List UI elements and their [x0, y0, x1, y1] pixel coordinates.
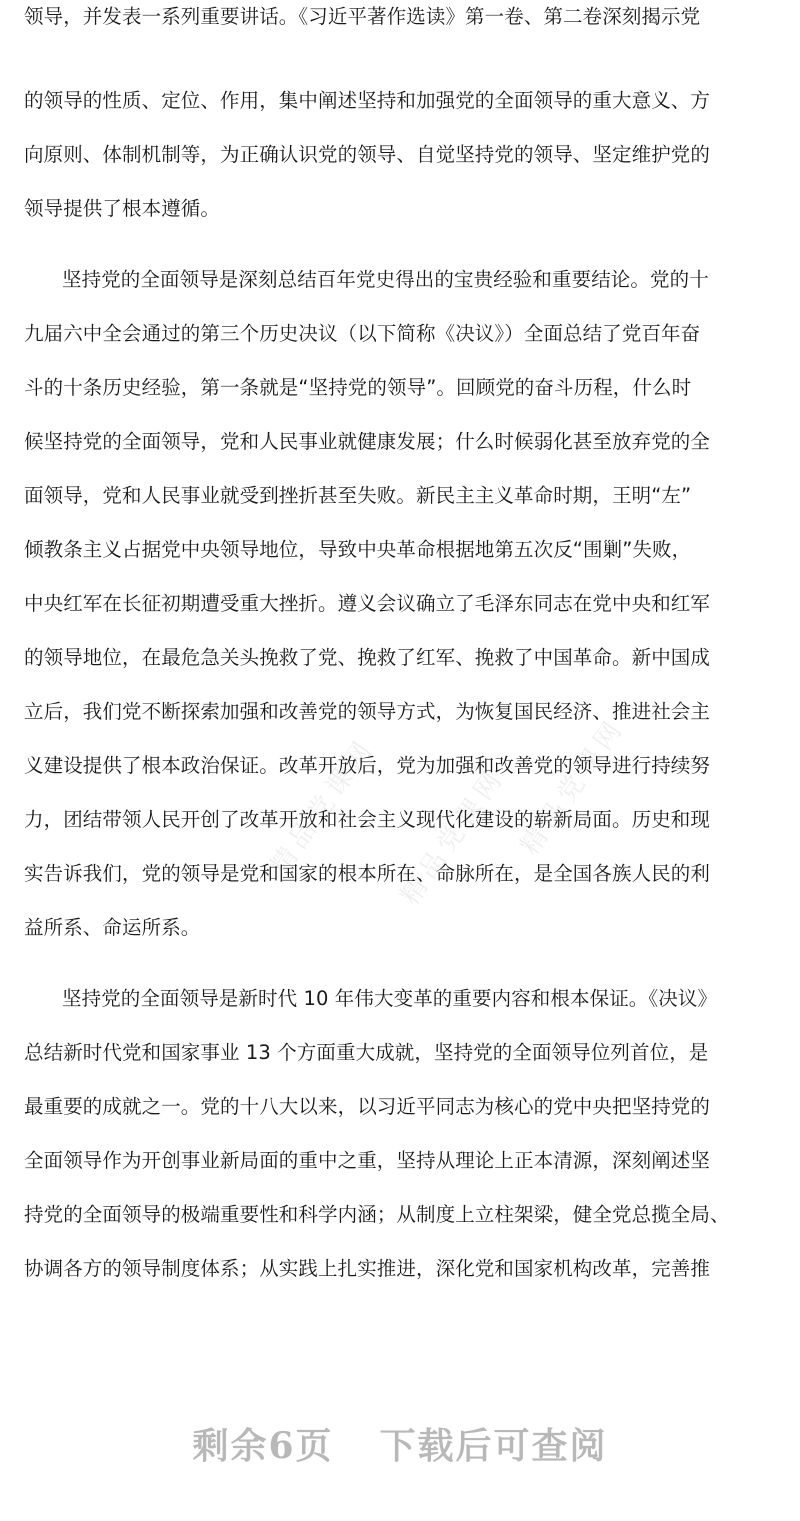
text-line-8: 候坚持党的全面领导，党和人民事业就健康发展；什么时候弱化甚至放弃党的全: [24, 430, 711, 453]
text-line-21: 全面领导作为开创事业新局面的重中之重，坚持从理论上正本清源，深刻阐述坚: [24, 1149, 711, 1172]
text-line-1: 领导，并发表一系列重要讲话。《习近平著作选读》第一卷、第二卷深刻揭示党: [24, 5, 701, 28]
text-line-16: 实告诉我们，党的领导是党和国家的根本所在、命脉所在，是全国各族人民的利: [24, 862, 711, 885]
text-line-3: 向原则、体制机制等，为正确认识党的领导、自觉坚持党的领导、坚定维护党的: [24, 143, 711, 166]
text-line-2: 的领导的性质、定位、作用，集中阐述坚持和加强党的全面领导的重大意义、方: [24, 89, 711, 112]
text-line-4: 领导提供了根本遵循。: [24, 197, 221, 220]
text-line-23: 协调各方的领导制度体系；从实践上扎实推进，深化党和国家机构改革，完善推: [24, 1257, 711, 1280]
text-line-6: 九届六中全会通过的第三个历史决议（以下简称《决议》）全面总结了党百年奋: [24, 322, 701, 345]
text-line-22: 持党的全面领导的极端重要性和科学内涵；从制度上立柱架梁，健全党总揽全局、: [24, 1203, 730, 1226]
watermark-text: 精品党课网: [264, 732, 382, 881]
text-line-13: 立后，我们党不断探索加强和改善党的领导方式，为恢复国民经济、推进社会主: [24, 700, 711, 723]
text-line-17: 益所系、命运所系。: [24, 916, 201, 939]
paragraph-start-line: 坚持党的全面领导是深刻总结百年党史得出的宝贵经验和重要结论。党的十: [62, 268, 709, 291]
download-prompt[interactable]: [0, 1418, 800, 1474]
text-line-19: 总结新时代党和国家事业 13 个方面重大成就，坚持党的全面领导位列首位，是: [24, 1041, 709, 1064]
watermark-text: 精品党课网: [514, 712, 632, 861]
text-line-9: 面领导，党和人民事业就受到挫折甚至失败。新民主主义革命时期，王明“左”: [24, 484, 692, 507]
text-line-12: 的领导地位，在最危急关头挽救了党、挽救了红军、挽救了中国革命。新中国成: [24, 646, 711, 669]
text-line-20: 最重要的成就之一。党的十八大以来，以习近平同志为核心的党中央把坚持党的: [24, 1095, 711, 1118]
text-line-7: 斗的十条历史经验，第一条就是“坚持党的领导”。回顾党的奋斗历程，什么时: [24, 376, 692, 399]
text-line-11: 中央红军在长征初期遭受重大挫折。遵义会议确立了毛泽东同志在党中央和红军: [24, 592, 711, 615]
text-line-14: 义建设提供了根本政治保证。改革开放后，党为加强和改善党的领导进行持续努: [24, 754, 711, 777]
text-line-10: 倾教条主义占据党中央领导地位，导致中央革命根据地第五次反“围剿”失败，: [24, 538, 692, 561]
watermark-text: 精品党课网: [394, 762, 512, 911]
download-hint-label: 下载后可查阅: [379, 1425, 608, 1467]
text-line-15: 力，团结带领人民开创了改革开放和社会主义现代化建设的崭新局面。历史和现: [24, 808, 711, 831]
remaining-pages-label: 剩余6页: [192, 1425, 334, 1467]
paragraph-start-line: 坚持党的全面领导是新时代 10 年伟大变革的重要内容和根本保证。《决议》: [62, 987, 718, 1010]
